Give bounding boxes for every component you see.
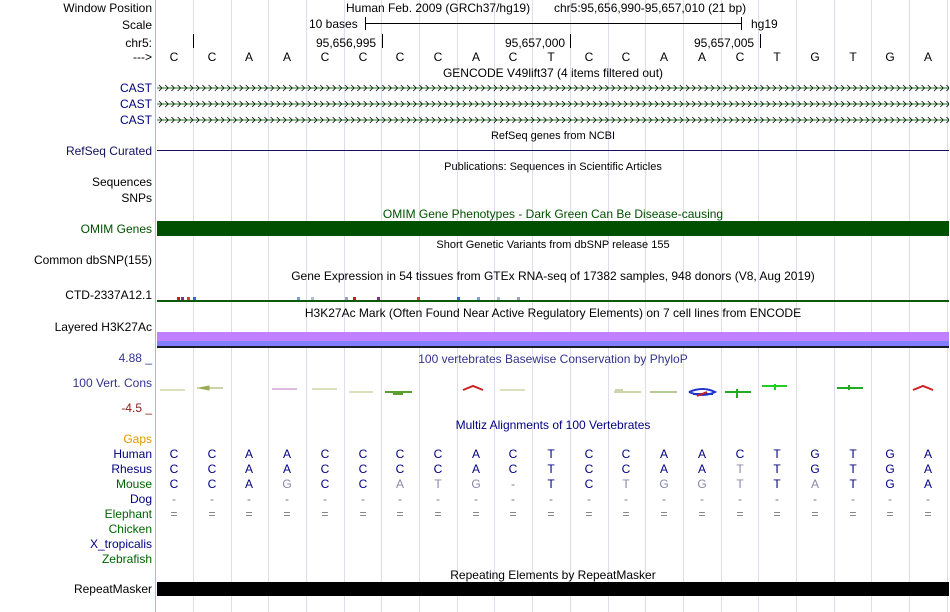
multiz-species-label[interactable]: Mouse — [115, 477, 152, 491]
multiz-base: G — [885, 447, 895, 461]
multiz-base: - — [436, 492, 440, 506]
multiz-base: = — [736, 507, 744, 521]
multiz-base: A — [282, 462, 291, 476]
sequence-base: C — [433, 50, 443, 64]
multiz-base: - — [210, 492, 214, 506]
multiz-base: C — [207, 462, 217, 476]
coord-label-2: 95,657,000 — [505, 36, 566, 50]
multiz-base: A — [471, 462, 480, 476]
refseq-track-title: RefSeq genes from NCBI — [490, 130, 616, 142]
multiz-base: A — [697, 462, 706, 476]
omim-track-title: OMIM Gene Phenotypes - Dark Green Can Be Disease-causing — [382, 207, 724, 221]
gtex-track-label[interactable]: CTD-2337A12.1 — [65, 288, 152, 302]
multiz-base: - — [926, 492, 930, 506]
multiz-base: C — [207, 477, 217, 491]
repeatmasker-track-label[interactable]: RepeatMasker — [73, 582, 152, 596]
multiz-base: = — [283, 507, 291, 521]
multiz-base: T — [736, 462, 744, 476]
multiz-base: A — [244, 477, 253, 491]
multiz-base: = — [660, 507, 668, 521]
gencode-item-label-1[interactable]: CAST — [119, 81, 152, 95]
multiz-track-title: Multiz Alignments of 100 Vertebrates — [455, 418, 651, 432]
multiz-base: = — [321, 507, 329, 521]
multiz-species-label[interactable]: Elephant — [104, 507, 152, 521]
scale-bar-right-tick — [741, 17, 742, 30]
gtex-track-title: Gene Expression in 54 tissues from GTEx RNA-seq of 17382 samples, 948 donors (V8, Aug 2019) — [291, 269, 815, 283]
multiz-base: C — [584, 447, 594, 461]
phylop-mark — [762, 384, 787, 390]
multiz-base: T — [849, 447, 857, 461]
multiz-base: - — [285, 492, 289, 506]
phylop-mark — [837, 385, 863, 390]
multiz-base: C — [320, 447, 330, 461]
multiz-base: A — [282, 447, 291, 461]
publications-snps-label[interactable]: SNPs — [121, 191, 152, 205]
multiz-base: T — [622, 477, 630, 491]
multiz-base: G — [885, 477, 895, 491]
dbsnp-track-label[interactable]: Common dbSNP(155) — [33, 253, 152, 267]
multiz-base: = — [849, 507, 857, 521]
gencode-feature-3[interactable] — [157, 115, 949, 125]
coord-tick-2 — [570, 34, 571, 48]
multiz-base: A — [923, 462, 932, 476]
multiz-base: C — [433, 447, 443, 461]
coord-label-3: 95,657,005 — [694, 36, 755, 50]
chrom-label: chr5: — [125, 36, 152, 50]
multiz-base: - — [888, 492, 892, 506]
multiz-base: G — [810, 462, 820, 476]
multiz-species-label[interactable]: Human — [113, 447, 152, 461]
scale-text: 10 bases — [309, 17, 358, 31]
gencode-track-title: GENCODE V49lift37 (4 items filtered out) — [442, 66, 664, 80]
multiz-base: A — [810, 477, 819, 491]
chrom-tick-start — [193, 34, 194, 48]
h3k27ac-signal-band-upper[interactable] — [157, 332, 949, 341]
multiz-base: C — [508, 462, 518, 476]
multiz-base: - — [474, 492, 478, 506]
multiz-base: C — [358, 462, 368, 476]
multiz-base: = — [924, 507, 932, 521]
omim-gene-bar[interactable] — [157, 221, 949, 236]
multiz-base: - — [775, 492, 779, 506]
sequence-base: A — [282, 50, 291, 64]
coord-tick-3 — [760, 34, 761, 48]
sequence-base: T — [773, 50, 781, 64]
coord-tick-1 — [382, 34, 383, 48]
multiz-base: C — [621, 447, 631, 461]
multiz-species-label[interactable]: Dog — [129, 492, 152, 506]
sequence-base: A — [659, 50, 668, 64]
multiz-base: T — [547, 447, 555, 461]
scale-label: Scale — [121, 18, 152, 32]
multiz-base: - — [398, 492, 402, 506]
multiz-base: C — [621, 462, 631, 476]
assembly-name: Human Feb. 2009 (GRCh37/hg19) — [346, 1, 531, 15]
multiz-base: - — [511, 492, 515, 506]
multiz-base: A — [923, 447, 932, 461]
publications-sequences-label[interactable]: Sequences — [91, 175, 152, 189]
scale-bar-left-tick — [365, 17, 366, 30]
phylop-track-label[interactable]: 100 Vert. Cons — [72, 376, 152, 390]
refseq-track-label[interactable]: RefSeq Curated — [65, 144, 152, 158]
scale-db: hg19 — [751, 17, 778, 31]
multiz-base: C — [320, 462, 330, 476]
multiz-base: T — [773, 447, 781, 461]
multiz-base: C — [433, 462, 443, 476]
multiz-base: A — [244, 462, 253, 476]
multiz-base: = — [811, 507, 819, 521]
gtex-expression-bars[interactable] — [157, 292, 949, 302]
gencode-item-label-2[interactable]: CAST — [119, 97, 152, 111]
multiz-base: A — [923, 477, 932, 491]
multiz-base: - — [247, 492, 251, 506]
multiz-base: - — [662, 492, 666, 506]
multiz-base: - — [624, 492, 628, 506]
phylop-mark — [197, 386, 223, 390]
multiz-base: G — [885, 462, 895, 476]
multiz-base: G — [471, 477, 481, 491]
scale-bar — [365, 23, 742, 24]
multiz-base: C — [584, 477, 594, 491]
dbsnp-track-title: Short Genetic Variants from dbSNP release 155 — [436, 239, 670, 251]
multiz-base: - — [549, 492, 553, 506]
multiz-base: T — [547, 477, 555, 491]
phylop-mark — [385, 392, 412, 394]
sequence-base: C — [735, 50, 745, 64]
multiz-base: - — [587, 492, 591, 506]
multiz-base: C — [320, 477, 330, 491]
refseq-feature-line[interactable] — [157, 150, 949, 151]
multiz-base: A — [395, 477, 404, 491]
multiz-base: = — [622, 507, 630, 521]
multiz-base: = — [472, 507, 480, 521]
multiz-base: = — [773, 507, 781, 521]
multiz-base: - — [700, 492, 704, 506]
sequence-base: A — [923, 50, 932, 64]
sequence-base: C — [508, 50, 518, 64]
phylop-conservation-plot[interactable] — [157, 380, 949, 402]
multiz-base: = — [547, 507, 555, 521]
multiz-base: C — [358, 447, 368, 461]
window-position-value: chr5:95,656,990-95,657,010 (21 bp) — [554, 1, 747, 15]
multiz-base: = — [170, 507, 178, 521]
multiz-base: - — [851, 492, 855, 506]
sequence-base: A — [244, 50, 253, 64]
repeatmasker-bar[interactable] — [157, 582, 949, 596]
coord-label-1: 95,656,995 — [316, 36, 377, 50]
window-position-label: Window Position — [63, 1, 152, 15]
sequence-base: C — [621, 50, 631, 64]
multiz-base: - — [813, 492, 817, 506]
multiz-base: C — [169, 447, 179, 461]
sequence-base: C — [320, 50, 330, 64]
multiz-base: A — [244, 447, 253, 461]
strand-label: ---> — [133, 50, 152, 64]
multiz-base: G — [659, 477, 669, 491]
sequence-base: A — [471, 50, 480, 64]
multiz-base: = — [396, 507, 404, 521]
multiz-base: A — [697, 447, 706, 461]
multiz-base: C — [395, 462, 405, 476]
multiz-base: A — [471, 447, 480, 461]
multiz-base: C — [395, 447, 405, 461]
sequence-base: C — [584, 50, 594, 64]
multiz-base: - — [738, 492, 742, 506]
sequence-base: T — [849, 50, 857, 64]
multiz-base: C — [169, 477, 179, 491]
h3k27ac-track-title: H3K27Ac Mark (Often Found Near Active Regulatory Elements) on 7 cell lines from ENCODE — [304, 306, 802, 320]
repeatmasker-track-title: Repeating Elements by RepeatMasker — [450, 568, 656, 582]
multiz-base: T — [434, 477, 442, 491]
phylop-mark — [725, 389, 751, 398]
multiz-base: = — [208, 507, 216, 521]
multiz-base: A — [659, 462, 668, 476]
sequence-base: C — [207, 50, 217, 64]
phylop-mark — [463, 386, 483, 390]
phylop-track-title: 100 vertebrates Basewise Conservation by PhyloP — [418, 352, 688, 366]
h3k27ac-track-label[interactable]: Layered H3K27Ac — [54, 320, 152, 334]
multiz-base: A — [659, 447, 668, 461]
multiz-base: = — [434, 507, 442, 521]
h3k27ac-baseline — [157, 346, 949, 348]
label-divider — [155, 0, 156, 612]
multiz-base: T — [773, 477, 781, 491]
multiz-species-label[interactable]: Rhesus — [111, 462, 152, 476]
multiz-base: = — [585, 507, 593, 521]
multiz-base: G — [697, 477, 707, 491]
gencode-item-label-3[interactable]: CAST — [119, 113, 152, 127]
multiz-base: - — [172, 492, 176, 506]
multiz-base: C — [584, 462, 594, 476]
phylop-min-label: -4.5 _ — [121, 401, 152, 415]
multiz-base: T — [773, 462, 781, 476]
multiz-base: = — [698, 507, 706, 521]
multiz-base: = — [245, 507, 253, 521]
multiz-base: - — [323, 492, 327, 506]
multiz-base: C — [735, 447, 745, 461]
multiz-base: - — [511, 477, 515, 491]
gencode-feature-2[interactable] — [157, 99, 949, 109]
multiz-base: C — [358, 477, 368, 491]
multiz-base: = — [509, 507, 517, 521]
multiz-base: = — [359, 507, 367, 521]
sequence-base: C — [395, 50, 405, 64]
phylop-max-label: 4.88 _ — [118, 351, 152, 365]
omim-track-label[interactable]: OMIM Genes — [80, 222, 152, 236]
multiz-base: G — [282, 477, 292, 491]
multiz-species-label[interactable]: Chicken — [108, 522, 152, 536]
multiz-base: T — [547, 462, 555, 476]
multiz-species-label[interactable]: Zebrafish — [101, 552, 152, 566]
multiz-base: C — [207, 447, 217, 461]
sequence-base: G — [810, 50, 820, 64]
multiz-base: = — [886, 507, 894, 521]
sequence-base: C — [169, 50, 179, 64]
sequence-base: C — [358, 50, 368, 64]
multiz-base: C — [169, 462, 179, 476]
phylop-mark — [913, 386, 933, 390]
phylop-mark — [614, 390, 641, 392]
multiz-base: G — [810, 447, 820, 461]
sequence-base: G — [885, 50, 895, 64]
gencode-feature-1[interactable] — [157, 83, 949, 93]
multiz-gaps-label[interactable]: Gaps — [123, 432, 152, 446]
sequence-base: A — [697, 50, 706, 64]
multiz-base: - — [361, 492, 365, 506]
publications-track-title: Publications: Sequences in Scientific Articles — [444, 161, 662, 173]
multiz-base: T — [849, 477, 857, 491]
sequence-base: T — [547, 50, 555, 64]
multiz-species-label[interactable]: X_tropicalis — [89, 537, 152, 551]
multiz-base: C — [508, 447, 518, 461]
multiz-base: T — [849, 462, 857, 476]
multiz-base: T — [736, 477, 744, 491]
